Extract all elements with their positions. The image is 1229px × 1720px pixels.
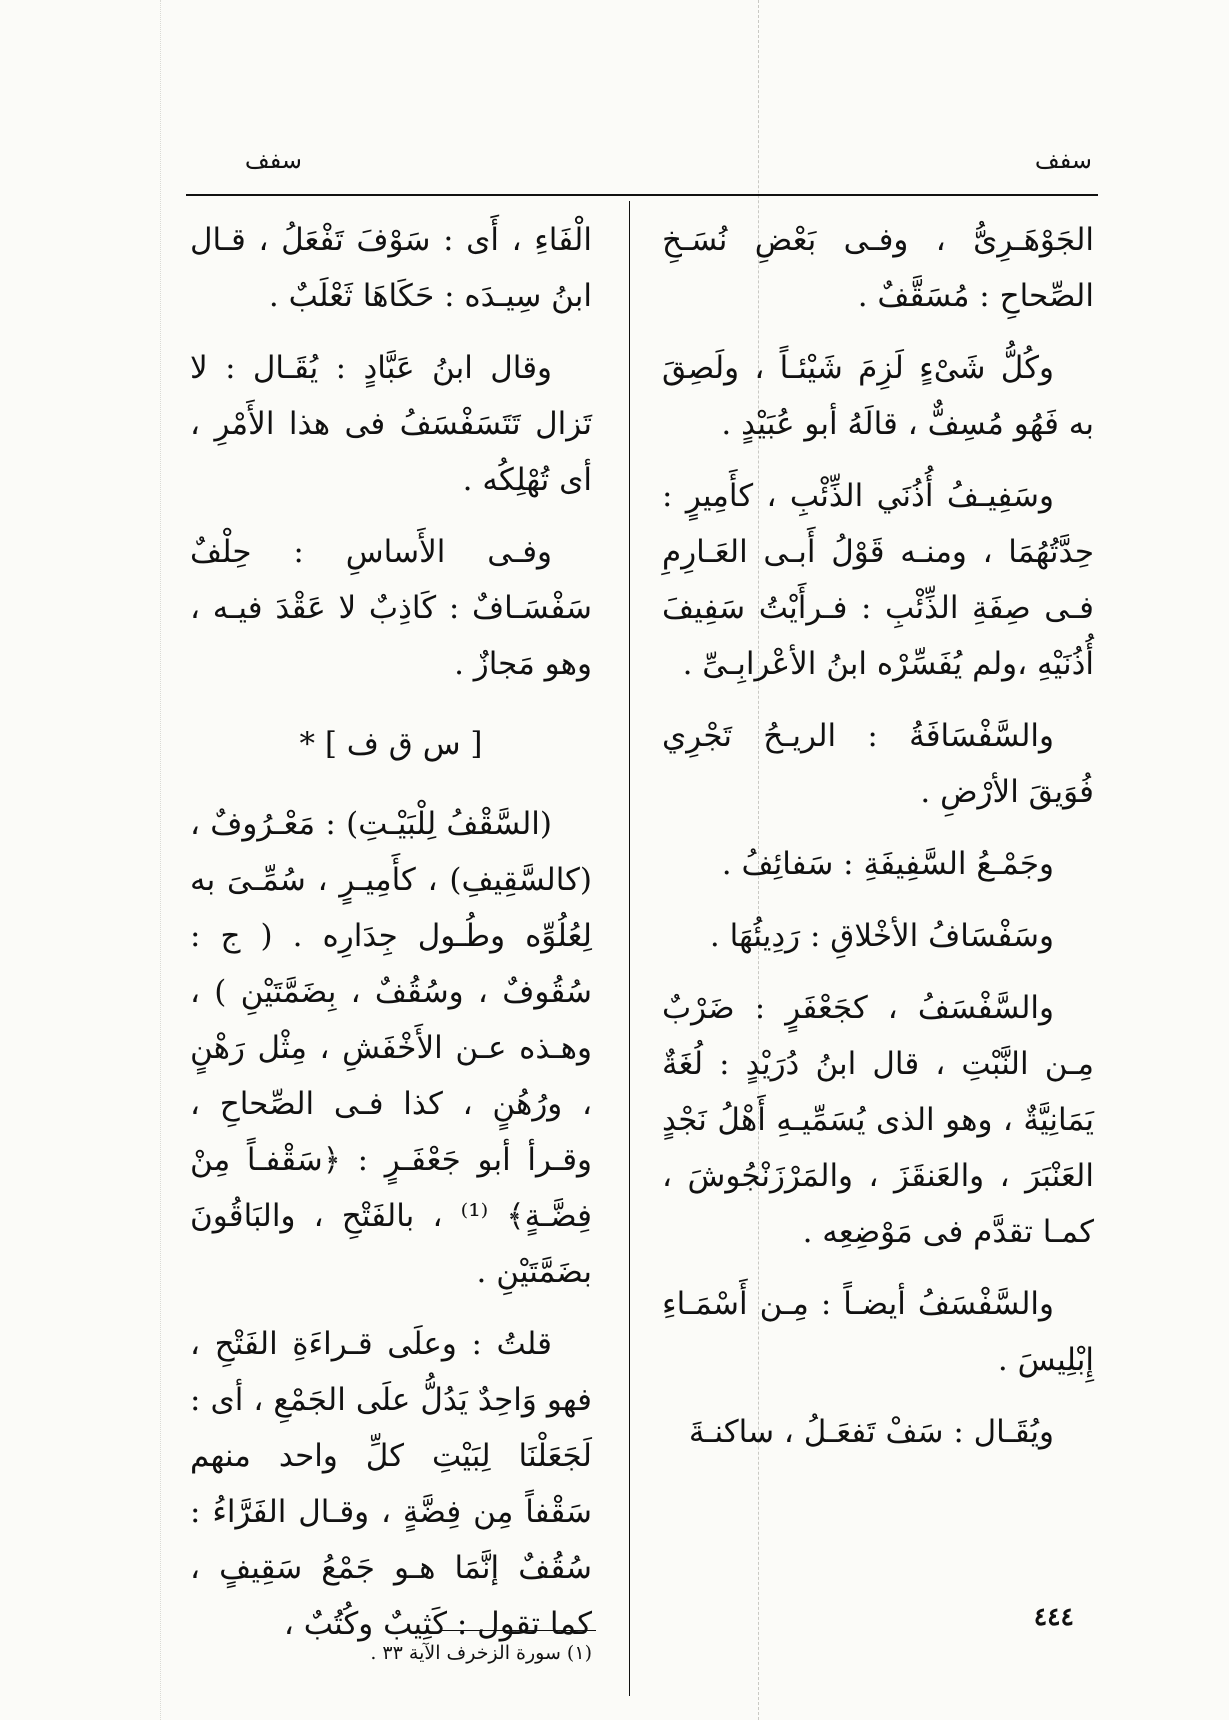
paragraph: والسَّفْسَفُ ، كجَعْفَرٍ : ضَرْبٌ مِـن النَّبْتِ ، قال ابنُ دُرَيْدٍ : لُغَةٌ يَمَانِيَّةٌ ، وهو الذى يُسَمِّيـهِ أَهْلُ نَجْدٍ العَنْبَرَ ، والعَنقَزَ ، والمَرْزَنْجُوشَ ، كمـا تقدَّم فى مَوْضِعِه . bbox=[662, 990, 1094, 1250]
paragraph: وكُلُّ شَىْءٍ لَزِمَ شَيْئـاً ، ولَصِقَ به فَهُو مُسِفٌّ ، قالَهُ أبو عُبَيْدٍ . bbox=[662, 350, 1094, 442]
paragraph: وسَفِيـفُ أُذُنَي الذِّئْبِ ، كأَمِيرٍ : حِدَّتُهُمَا ، ومنـه قَوْلُ أَبـى العَـارِمِ فـى صِفَةِ الذِّئْبِ : فـرأَيْتُ سَفِيفَ أُذُنَيْهِ ،ولم يُفَسِّرْه ابنُ الأعْرابِـىِّ . bbox=[662, 478, 1094, 682]
paragraph: والسَّفْسَفُ أيضـاً : مِـن أَسْمَـاءِ إِبْلِيسَ . bbox=[662, 1286, 1094, 1378]
paragraph: وقال ابنُ عَبَّادٍ : يُقَـال : لا تَزال تَتَسَفْسَفُ فى هذا الأَمْرِ ، أى تُهْلِكُه . bbox=[190, 350, 592, 498]
footnote: (١) سورة الزخرف الآية ٣٣ . bbox=[370, 1642, 592, 1664]
paragraph: ويُقَـال : سَفْ تَفعَـلُ ، ساكنـةَ bbox=[688, 1414, 1054, 1450]
running-headword-left: سفف bbox=[244, 146, 302, 174]
paragraph: الجَوْهَـرِىُّ ، وفـى بَعْضِ نُسَـخِ الصِّحاحِ : مُسَقَّفٌ . bbox=[662, 222, 1094, 314]
paragraph: (السَّقْفُ لِلْبَيْـتِ) : مَعْـرُوفٌ ، (كالسَّقِيفِ) ، كأَمِيـرٍ ، سُمِّـىَ به لِعُلُوِّه وطُـول جِدَارِه . ( ج : سُقُوفٌ ، وسُقُفٌ ، بِضَمَّتَيْنِ ) ، وهـذه عـن الأَخْفَشِ ، مِثْل رَهْنٍ ، ورُهُنٍ ، كذا فـى الصِّحاحِ ، وقـرأ أبو جَعْفَـرٍ : ﴿سَقْفـاً مِنْ فِضَّـةٍ﴾ ⁽¹⁾ ، بالفَتْحِ ، والبَاقُونَ بضَمَّتَيْنِ . bbox=[190, 806, 592, 1290]
paragraph: وسَفْسَافُ الأخْلاقِ : رَدِيئُهَا . bbox=[709, 918, 1054, 954]
paragraph: وجَمْـعُ السَّفِيفَةِ : سَفائِفُ . bbox=[721, 846, 1054, 882]
running-headword-right: سفف bbox=[1034, 146, 1092, 174]
paragraph: الْفَاءِ ، أَى : سَوْفَ تَفْعَلُ ، قـال ابنُ سِيـدَه : حَكَاهَا ثَعْلَبٌ . bbox=[190, 222, 592, 314]
footnote-rule bbox=[440, 1630, 596, 1631]
scan-margin-line bbox=[160, 0, 161, 1720]
paragraph: وفـى الأَساسِ : حِلْفٌ سَفْسَـافٌ : كَاذِبٌ لا عَقْدَ فيـه ، وهو مَجازٌ . bbox=[190, 534, 592, 682]
page-number: ٤٤٤ bbox=[1033, 1602, 1074, 1631]
column-divider bbox=[629, 201, 630, 1696]
left-column bbox=[190, 212, 592, 1668]
entry-heading: [ س ق ف ] * bbox=[299, 726, 483, 762]
paragraph: قلتُ : وعلَى قـراءَةِ الفَتْحِ ، فهو وَاحِدٌ يَدُلُّ علَى الجَمْعِ ، أى : لَجَعَلْنَا لِبَيْتِ كلِّ واحد منهم سَقْفاً مِن فِضَّةٍ ، وقـال الفَرَّاءُ : سُقُفٌ إنَّمَا هـو جَمْعُ سَقِيفٍ ، كما تقول : كَثِيبٌ وكُتُبٌ ، bbox=[190, 1326, 592, 1642]
header-rule bbox=[186, 194, 1098, 196]
paragraph: والسَّفْسَافَةُ : الريـحُ تَجْرِي فُوَيقَ الأرْضِ . bbox=[662, 718, 1094, 810]
right-column bbox=[662, 212, 1094, 1476]
